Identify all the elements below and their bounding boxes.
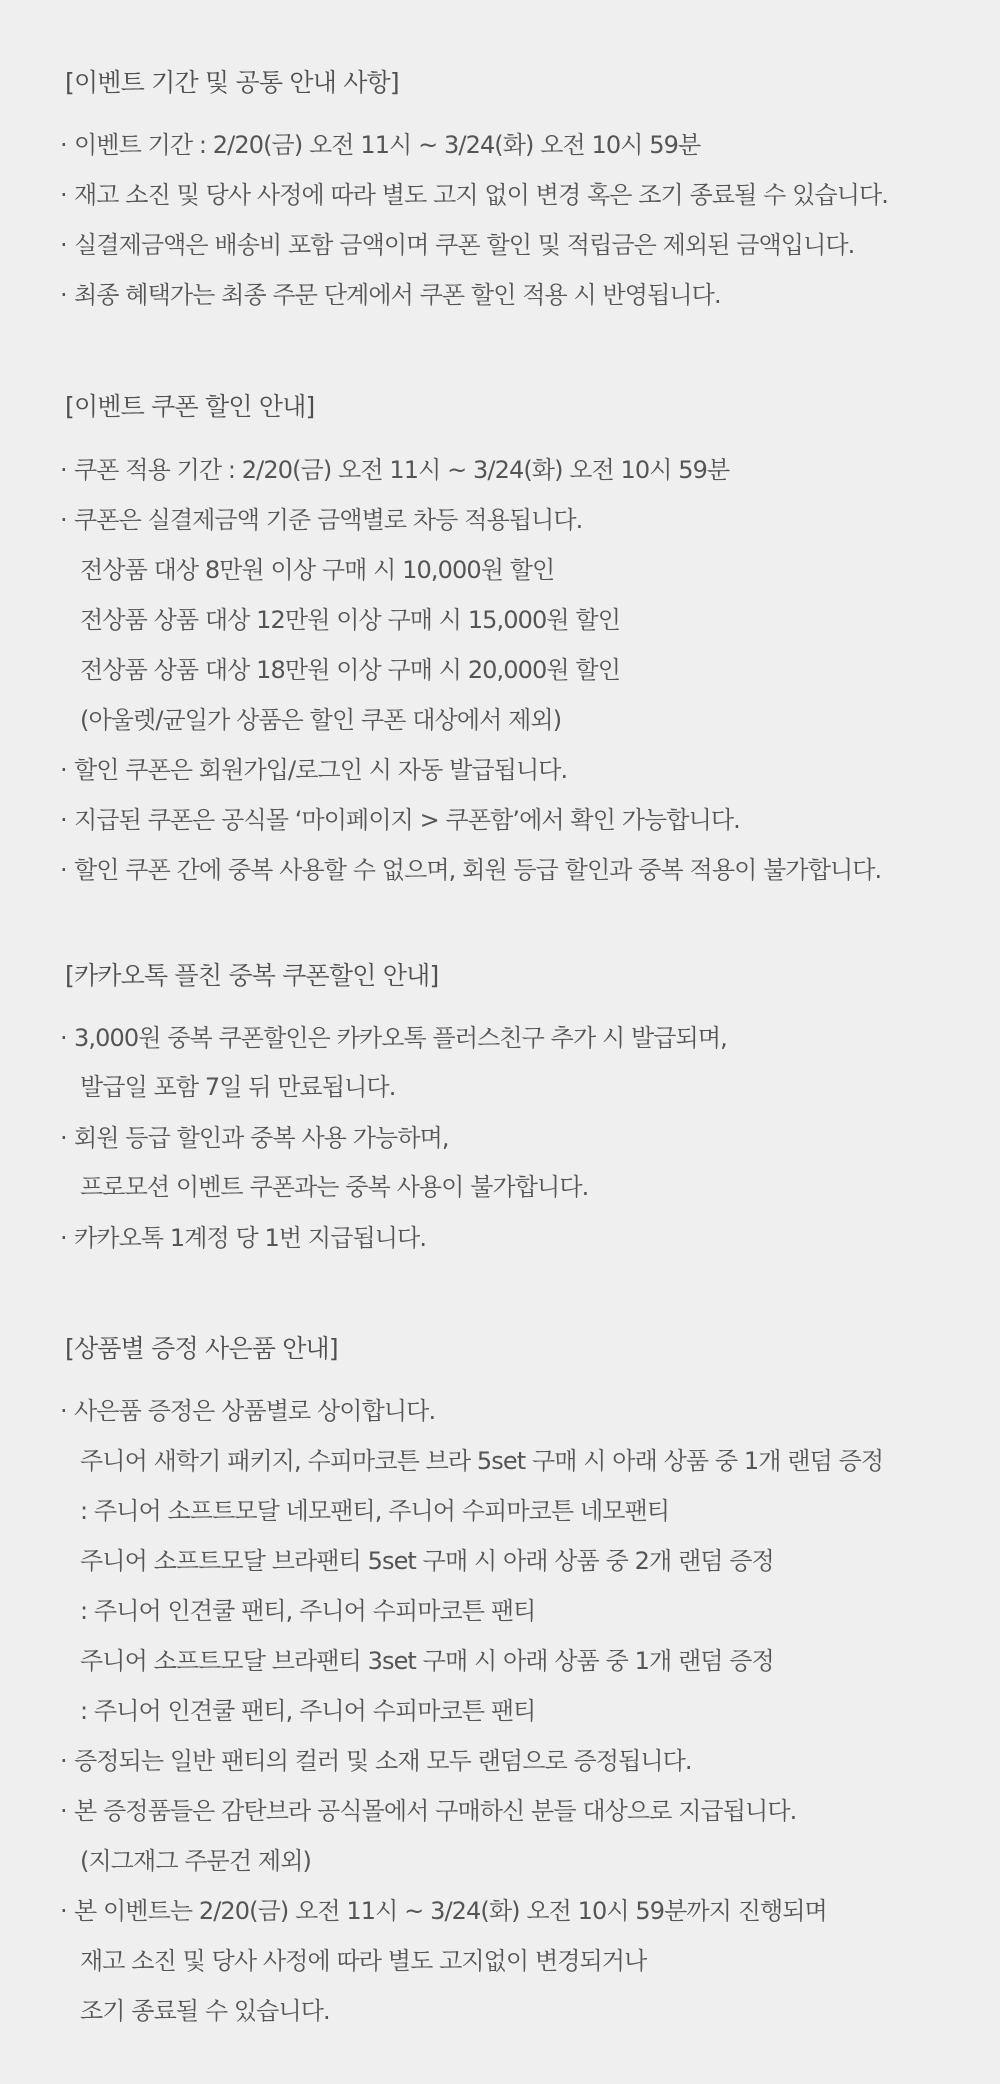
bullet: · xyxy=(60,856,67,884)
bullet: · xyxy=(60,756,67,784)
list-item xyxy=(80,1167,588,1207)
list-item-text: : 주니어 소프트모달 네모팬티, 주니어 수피마코튼 네모팬티 xyxy=(80,1497,670,1525)
list-item xyxy=(80,600,620,640)
section-title: [상품별 증정 사은품 안내] xyxy=(65,1334,338,1363)
bullet: · xyxy=(60,1397,67,1425)
list-item-text: 할인 쿠폰 간에 중복 사용할 수 없으며, 회원 등급 할인과 중복 적용이 불가합니다. xyxy=(74,856,882,884)
list-item xyxy=(80,1491,669,1531)
bullet: · xyxy=(60,1024,67,1052)
section-title: [이벤트 쿠폰 할인 안내] xyxy=(65,392,315,421)
list-item-text: 전상품 상품 대상 18만원 이상 구매 시 20,000원 할인 xyxy=(80,656,620,684)
list-item-text: 이벤트 기간 : 2/20(금) 오전 11시 ~ 3/24(화) 오전 10시 59분 xyxy=(74,131,701,159)
list-item xyxy=(60,1791,796,1831)
bullet: · xyxy=(60,456,67,484)
list-item xyxy=(80,1641,774,1681)
list-item xyxy=(80,1841,311,1881)
list-item xyxy=(60,800,740,840)
list-item xyxy=(80,1441,883,1481)
list-item-text: 주니어 소프트모달 브라팬티 5set 구매 시 아래 상품 중 2개 랜덤 증정 xyxy=(80,1547,774,1575)
list-item-text: 사은품 증정은 상품별로 상이합니다. xyxy=(74,1397,436,1425)
bullet: · xyxy=(60,1124,67,1152)
list-item xyxy=(60,1741,692,1781)
list-item-text: 프로모션 이벤트 쿠폰과는 중복 사용이 불가합니다. xyxy=(80,1173,589,1201)
list-item xyxy=(60,1118,449,1158)
list-item-text: 주니어 새학기 패키지, 수피마코튼 브라 5set 구매 시 아래 상품 중 1개 랜덤 증정 xyxy=(80,1447,884,1475)
list-item xyxy=(80,1691,535,1731)
list-item-text: 발급일 포함 7일 뒤 만료됩니다. xyxy=(80,1073,396,1101)
list-item-text: 3,000원 중복 쿠폰할인은 카카오톡 플러스친구 추가 시 발급되며, xyxy=(74,1024,727,1052)
list-item xyxy=(60,125,700,165)
list-item xyxy=(80,1991,330,2031)
list-item xyxy=(60,450,729,490)
list-item-text: 본 증정품들은 감탄브라 공식몰에서 구매하신 분들 대상으로 지급됩니다. xyxy=(74,1797,797,1825)
list-item xyxy=(60,1218,426,1258)
list-item xyxy=(80,1591,535,1631)
list-item xyxy=(80,1541,774,1581)
bullet: · xyxy=(60,806,67,834)
list-item-text: : 주니어 인견쿨 팬티, 주니어 수피마코튼 팬티 xyxy=(80,1697,536,1725)
list-item xyxy=(60,500,582,540)
list-item-text: 할인 쿠폰은 회원가입/로그인 시 자동 발급됩니다. xyxy=(74,756,568,784)
list-item-text: 전상품 대상 8만원 이상 구매 시 10,000원 할인 xyxy=(80,556,555,584)
bullet: · xyxy=(60,281,67,309)
list-item xyxy=(60,175,888,215)
bullet: · xyxy=(60,1224,67,1252)
list-item-text: 증정되는 일반 팬티의 컬러 및 소재 모두 랜덤으로 증정됩니다. xyxy=(74,1747,692,1775)
list-item-text: 본 이벤트는 2/20(금) 오전 11시 ~ 3/24(화) 오전 10시 59분까지 진행되며 xyxy=(74,1897,827,1925)
list-item-text: 조기 종료될 수 있습니다. xyxy=(80,1997,330,2025)
list-item xyxy=(80,650,620,690)
list-item-text: 쿠폰은 실결제금액 기준 금액별로 차등 적용됩니다. xyxy=(74,506,583,534)
section-title: [카카오톡 플친 중복 쿠폰할인 안내] xyxy=(65,961,439,990)
list-item xyxy=(80,1941,646,1981)
list-item-text: 재고 소진 및 당사 사정에 따라 별도 고지없이 변경되거나 xyxy=(80,1947,647,1975)
list-item-text: (지그재그 주문건 제외) xyxy=(80,1847,311,1875)
bullet: · xyxy=(60,1747,67,1775)
list-item xyxy=(60,1018,727,1058)
list-item xyxy=(60,850,881,890)
list-item-text: 카카오톡 1계정 당 1번 지급됩니다. xyxy=(74,1224,427,1252)
section-title: [이벤트 기간 및 공통 안내 사항] xyxy=(65,68,399,97)
list-item-text: : 주니어 인견쿨 팬티, 주니어 수피마코튼 팬티 xyxy=(80,1597,536,1625)
list-item-text: (아울렛/균일가 상품은 할인 쿠폰 대상에서 제외) xyxy=(80,706,562,734)
list-item-text: 최종 혜택가는 최종 주문 단계에서 쿠폰 할인 적용 시 반영됩니다. xyxy=(74,281,721,309)
list-item-text: 실결제금액은 배송비 포함 금액이며 쿠폰 할인 및 적립금은 제외된 금액입니다. xyxy=(74,231,855,259)
list-item-text: 지급된 쿠폰은 공식몰 ‘마이페이지 > 쿠폰함’에서 확인 가능합니다. xyxy=(74,806,740,834)
list-item xyxy=(60,750,567,790)
bullet: · xyxy=(60,506,67,534)
list-item-text: 회원 등급 할인과 중복 사용 가능하며, xyxy=(74,1124,449,1152)
bullet: · xyxy=(60,1797,67,1825)
list-item xyxy=(80,550,554,590)
list-item-text: 전상품 상품 대상 12만원 이상 구매 시 15,000원 할인 xyxy=(80,606,620,634)
bullet: · xyxy=(60,131,67,159)
bullet: · xyxy=(60,231,67,259)
list-item xyxy=(60,1391,435,1431)
list-item-text: 쿠폰 적용 기간 : 2/20(금) 오전 11시 ~ 3/24(화) 오전 10시 59분 xyxy=(74,456,730,484)
bullet: · xyxy=(60,181,67,209)
list-item xyxy=(80,1067,395,1107)
list-item xyxy=(60,275,721,315)
list-item xyxy=(80,700,561,740)
list-item-text: 주니어 소프트모달 브라팬티 3set 구매 시 아래 상품 중 1개 랜덤 증정 xyxy=(80,1647,774,1675)
list-item xyxy=(60,225,854,265)
list-item xyxy=(60,1891,827,1931)
list-item-text: 재고 소진 및 당사 사정에 따라 별도 고지 없이 변경 혹은 조기 종료될 수 있습니다. xyxy=(74,181,889,209)
bullet: · xyxy=(60,1897,67,1925)
